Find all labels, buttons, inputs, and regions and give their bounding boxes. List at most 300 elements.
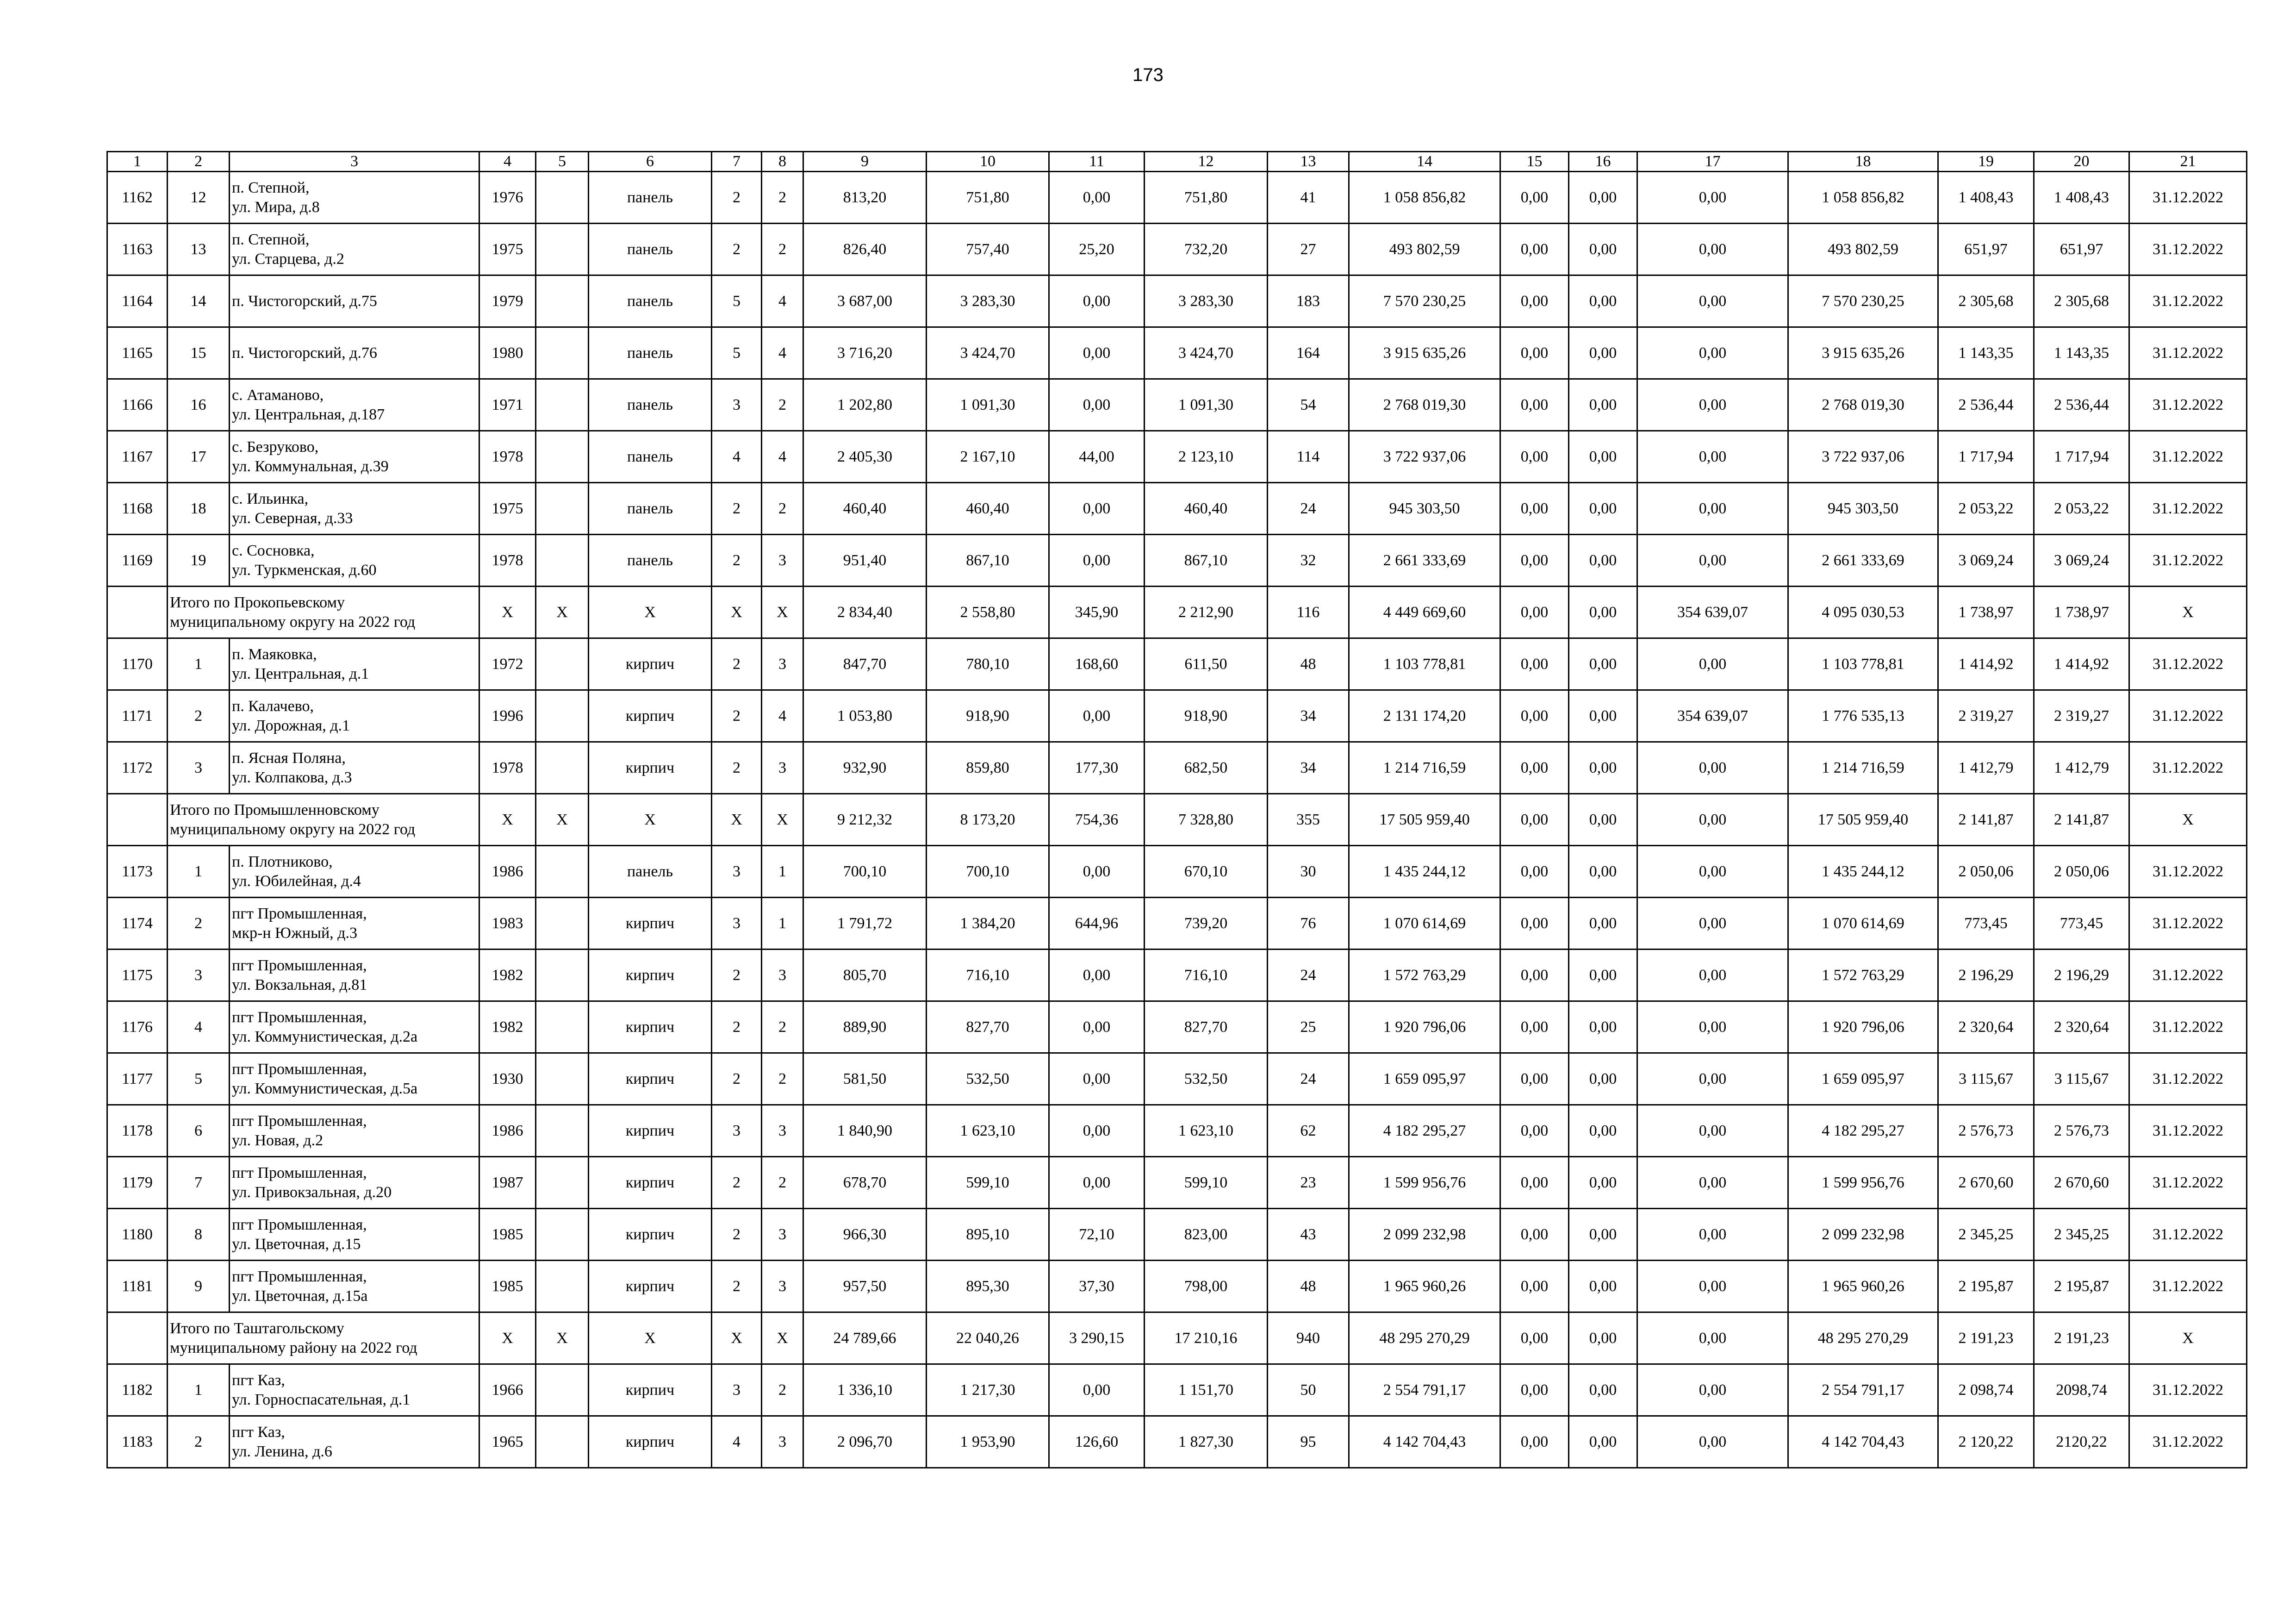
cell-index: 3 (168, 742, 230, 794)
address-line: ул. Туркменская, д.60 (232, 561, 377, 579)
cell-c10: 460,40 (927, 483, 1049, 535)
cell-c15: 0,00 (1500, 690, 1569, 742)
cell-c8: 2 (762, 224, 803, 275)
cell-c18: 945 303,50 (1788, 483, 1938, 535)
cell-c13: 940 (1268, 1312, 1349, 1364)
cell-c16: 0,00 (1569, 587, 1637, 638)
cell-c21: 31.12.2022 (2129, 898, 2247, 949)
table-row (107, 224, 2247, 275)
cell-row-number: 1173 (107, 846, 168, 898)
summary-label-line: муниципальному округу на 2022 год (170, 613, 416, 631)
cell-c17: 0,00 (1637, 742, 1788, 794)
column-number-17: 17 (1637, 152, 1788, 172)
address-line: п. Чистогорский, д.75 (232, 292, 377, 310)
cell-mat: X (589, 1312, 712, 1364)
cell-empty-number (107, 587, 168, 638)
cell-c18: 17 505 959,40 (1788, 794, 1938, 846)
cell-c10: 2 558,80 (927, 587, 1049, 638)
cell-c7: 2 (712, 1209, 762, 1261)
cell-c13: 183 (1268, 275, 1349, 327)
address-line: ул. Цветочная, д.15 (232, 1235, 361, 1253)
cell-mat: кирпич (589, 1001, 712, 1053)
cell-c13: 25 (1268, 1001, 1349, 1053)
address-line: ул. Привокзальная, д.20 (232, 1183, 392, 1201)
table-row (107, 1209, 2247, 1261)
cell-c12: 670,10 (1145, 846, 1268, 898)
address-line: ул. Горноспасательная, д.1 (232, 1391, 411, 1408)
cell-c20: 1 408,43 (2034, 172, 2129, 224)
cell-c8: 1 (762, 898, 803, 949)
cell-c18: 3 915 635,26 (1788, 327, 1938, 379)
cell-c5 (536, 846, 589, 898)
cell-row-number: 1179 (107, 1157, 168, 1209)
cell-c11: 0,00 (1049, 1001, 1145, 1053)
address-line: ул. Коммунальная, д.39 (232, 457, 389, 475)
summary-label (168, 587, 479, 638)
cell-c19: 2 120,22 (1938, 1416, 2034, 1468)
address-line: ул. Коммунистическая, д.5а (232, 1080, 418, 1097)
cell-c20: 2 195,87 (2034, 1261, 2129, 1312)
cell-c18: 1 214 716,59 (1788, 742, 1938, 794)
cell-c10: 859,80 (927, 742, 1049, 794)
cell-c9: 2 096,70 (803, 1416, 927, 1468)
column-number-12: 12 (1145, 152, 1268, 172)
cell-row-number: 1181 (107, 1261, 168, 1312)
cell-c18: 4 095 030,53 (1788, 587, 1938, 638)
cell-c16: 0,00 (1569, 224, 1637, 275)
column-number-18: 18 (1788, 152, 1938, 172)
address-line: ул. Мира, д.8 (232, 198, 320, 216)
cell-c17: 0,00 (1637, 794, 1788, 846)
cell-c21: 31.12.2022 (2129, 1209, 2247, 1261)
cell-c16: 0,00 (1569, 327, 1637, 379)
cell-year: 1978 (479, 742, 536, 794)
cell-index: 15 (168, 327, 230, 379)
cell-address (230, 224, 479, 275)
address-line: ул. Юбилейная, д.4 (232, 872, 361, 890)
address-line: п. Степной, (232, 231, 310, 248)
cell-c20: 2 536,44 (2034, 379, 2129, 431)
cell-c12: 460,40 (1145, 483, 1268, 535)
cell-c8: 3 (762, 638, 803, 690)
cell-c7: 2 (712, 483, 762, 535)
cell-c10: 1 623,10 (927, 1105, 1049, 1157)
cell-year: 1986 (479, 846, 536, 898)
cell-c12: 611,50 (1145, 638, 1268, 690)
cell-c16: 0,00 (1569, 1416, 1637, 1468)
cell-c12: 3 283,30 (1145, 275, 1268, 327)
cell-c17: 0,00 (1637, 1053, 1788, 1105)
cell-year: 1996 (479, 690, 536, 742)
cell-year: 1930 (479, 1053, 536, 1105)
cell-c15: 0,00 (1500, 327, 1569, 379)
cell-c20: 651,97 (2034, 224, 2129, 275)
cell-c20: 773,45 (2034, 898, 2129, 949)
cell-c5 (536, 1053, 589, 1105)
cell-c18: 7 570 230,25 (1788, 275, 1938, 327)
cell-c12: 823,00 (1145, 1209, 1268, 1261)
cell-c20: 1 738,97 (2034, 587, 2129, 638)
cell-c9: 2 405,30 (803, 431, 927, 483)
table-row (107, 1364, 2247, 1416)
cell-c14: 4 142 704,43 (1349, 1416, 1500, 1468)
cell-address (230, 1105, 479, 1157)
cell-c14: 48 295 270,29 (1349, 1312, 1500, 1364)
cell-c18: 1 599 956,76 (1788, 1157, 1938, 1209)
cell-c17: 0,00 (1637, 224, 1788, 275)
cell-c17: 0,00 (1637, 1209, 1788, 1261)
cell-c7: 4 (712, 1416, 762, 1468)
cell-row-number: 1177 (107, 1053, 168, 1105)
cell-c14: 4 182 295,27 (1349, 1105, 1500, 1157)
cell-mat: кирпич (589, 1105, 712, 1157)
cell-c11: 168,60 (1049, 638, 1145, 690)
cell-index: 2 (168, 690, 230, 742)
table-row (107, 431, 2247, 483)
cell-c5 (536, 1157, 589, 1209)
cell-c10: 22 040,26 (927, 1312, 1049, 1364)
cell-c15: 0,00 (1500, 1312, 1569, 1364)
cell-c9: 581,50 (803, 1053, 927, 1105)
cell-c18: 1 920 796,06 (1788, 1001, 1938, 1053)
cell-index: 16 (168, 379, 230, 431)
cell-c14: 1 103 778,81 (1349, 638, 1500, 690)
column-number-6: 6 (589, 152, 712, 172)
column-number-10: 10 (927, 152, 1049, 172)
cell-c18: 493 802,59 (1788, 224, 1938, 275)
summary-label-line: муниципальному району на 2022 год (170, 1339, 417, 1356)
cell-c14: 493 802,59 (1349, 224, 1500, 275)
cell-c12: 599,10 (1145, 1157, 1268, 1209)
cell-c8: 2 (762, 1364, 803, 1416)
address-line: пгт Промышленная, (232, 905, 367, 922)
address-line: п. Калачево, (232, 697, 314, 715)
cell-c7: 2 (712, 949, 762, 1001)
column-number-16: 16 (1569, 152, 1637, 172)
cell-c18: 1 659 095,97 (1788, 1053, 1938, 1105)
cell-c5 (536, 949, 589, 1001)
cell-c16: 0,00 (1569, 794, 1637, 846)
cell-c15: 0,00 (1500, 483, 1569, 535)
cell-c8: 2 (762, 483, 803, 535)
cell-c16: 0,00 (1569, 275, 1637, 327)
cell-c5 (536, 1001, 589, 1053)
cell-year: 1982 (479, 1001, 536, 1053)
table-row (107, 949, 2247, 1001)
cell-c5 (536, 483, 589, 535)
cell-index: 1 (168, 1364, 230, 1416)
table-row (107, 1105, 2247, 1157)
cell-c13: 355 (1268, 794, 1349, 846)
cell-c12: 716,10 (1145, 949, 1268, 1001)
cell-c16: 0,00 (1569, 1001, 1637, 1053)
cell-c19: 2 050,06 (1938, 846, 2034, 898)
cell-year: 1979 (479, 275, 536, 327)
cell-c5: X (536, 587, 589, 638)
cell-c15: 0,00 (1500, 949, 1569, 1001)
cell-c10: 3 283,30 (927, 275, 1049, 327)
table-row (107, 172, 2247, 224)
cell-row-number: 1174 (107, 898, 168, 949)
cell-c5 (536, 1105, 589, 1157)
cell-c11: 0,00 (1049, 1364, 1145, 1416)
cell-c21: 31.12.2022 (2129, 327, 2247, 379)
cell-c12: 2 123,10 (1145, 431, 1268, 483)
cell-row-number: 1170 (107, 638, 168, 690)
cell-c16: 0,00 (1569, 431, 1637, 483)
cell-c18: 2 099 232,98 (1788, 1209, 1938, 1261)
summary-label-line: Итого по Прокопьевскому (170, 593, 345, 611)
cell-mat: кирпич (589, 898, 712, 949)
address-line: ул. Колпакова, д.3 (232, 768, 352, 786)
cell-c20: 2 141,87 (2034, 794, 2129, 846)
address-line: ул. Коммунистическая, д.2а (232, 1028, 418, 1045)
cell-c20: 1 414,92 (2034, 638, 2129, 690)
cell-c14: 1 965 960,26 (1349, 1261, 1500, 1312)
cell-index: 1 (168, 846, 230, 898)
cell-c15: 0,00 (1500, 172, 1569, 224)
cell-c9: 2 834,40 (803, 587, 927, 638)
cell-c8: 2 (762, 1157, 803, 1209)
cell-c14: 7 570 230,25 (1349, 275, 1500, 327)
cell-year: X (479, 587, 536, 638)
cell-c11: 345,90 (1049, 587, 1145, 638)
address-line: с. Безруково, (232, 438, 319, 456)
cell-c21: 31.12.2022 (2129, 535, 2247, 587)
cell-c13: 34 (1268, 742, 1349, 794)
cell-row-number: 1182 (107, 1364, 168, 1416)
table-row (107, 846, 2247, 898)
cell-c20: 2 345,25 (2034, 1209, 2129, 1261)
address-line: п. Маяковка, (232, 645, 317, 663)
cell-c19: 2 345,25 (1938, 1209, 2034, 1261)
cell-c11: 72,10 (1049, 1209, 1145, 1261)
cell-year: X (479, 794, 536, 846)
cell-address (230, 483, 479, 535)
cell-c10: 599,10 (927, 1157, 1049, 1209)
cell-c8: 3 (762, 535, 803, 587)
cell-index: 14 (168, 275, 230, 327)
cell-c5 (536, 898, 589, 949)
cell-c18: 2 768 019,30 (1788, 379, 1938, 431)
cell-mat: кирпич (589, 949, 712, 1001)
address-line: ул. Северная, д.33 (232, 509, 353, 527)
table-row (107, 275, 2247, 327)
cell-c18: 1 572 763,29 (1788, 949, 1938, 1001)
cell-index: 2 (168, 1416, 230, 1468)
cell-c17: 354 639,07 (1637, 690, 1788, 742)
column-number-5: 5 (536, 152, 589, 172)
cell-c21: 31.12.2022 (2129, 224, 2247, 275)
table-row (107, 1416, 2247, 1468)
cell-empty-number (107, 794, 168, 846)
cell-c17: 0,00 (1637, 898, 1788, 949)
cell-year: X (479, 1312, 536, 1364)
cell-c21: 31.12.2022 (2129, 846, 2247, 898)
cell-c18: 1 776 535,13 (1788, 690, 1938, 742)
table-row (107, 690, 2247, 742)
cell-row-number: 1163 (107, 224, 168, 275)
table-row (107, 1001, 2247, 1053)
summary-row (107, 794, 2247, 846)
cell-c15: 0,00 (1500, 275, 1569, 327)
cell-c12: 532,50 (1145, 1053, 1268, 1105)
cell-c16: 0,00 (1569, 1364, 1637, 1416)
cell-c13: 24 (1268, 1053, 1349, 1105)
cell-c9: 805,70 (803, 949, 927, 1001)
cell-c13: 114 (1268, 431, 1349, 483)
cell-index: 2 (168, 898, 230, 949)
cell-c14: 945 303,50 (1349, 483, 1500, 535)
cell-c5 (536, 1416, 589, 1468)
cell-c17: 0,00 (1637, 638, 1788, 690)
address-line: мкр-н Южный, д.3 (232, 924, 357, 942)
cell-index: 12 (168, 172, 230, 224)
cell-c7: 5 (712, 275, 762, 327)
cell-c5 (536, 535, 589, 587)
cell-c12: 751,80 (1145, 172, 1268, 224)
cell-row-number: 1178 (107, 1105, 168, 1157)
address-line: п. Чистогорский, д.76 (232, 344, 377, 362)
cell-c13: 50 (1268, 1364, 1349, 1416)
cell-c9: 1 791,72 (803, 898, 927, 949)
cell-c11: 0,00 (1049, 1157, 1145, 1209)
cell-c15: 0,00 (1500, 1157, 1569, 1209)
cell-c21: 31.12.2022 (2129, 742, 2247, 794)
cell-c15: 0,00 (1500, 638, 1569, 690)
cell-c7: X (712, 1312, 762, 1364)
cell-c20: 2 305,68 (2034, 275, 2129, 327)
cell-c10: 827,70 (927, 1001, 1049, 1053)
address-line: пгт Каз, (232, 1423, 285, 1441)
cell-c10: 867,10 (927, 535, 1049, 587)
cell-c8: 2 (762, 1001, 803, 1053)
cell-c21: 31.12.2022 (2129, 275, 2247, 327)
cell-index: 18 (168, 483, 230, 535)
cell-c11: 0,00 (1049, 327, 1145, 379)
cell-mat: панель (589, 535, 712, 587)
cell-row-number: 1180 (107, 1209, 168, 1261)
cell-address (230, 1416, 479, 1468)
cell-c9: 24 789,66 (803, 1312, 927, 1364)
table-row (107, 1157, 2247, 1209)
address-line: пгт Промышленная, (232, 1268, 367, 1285)
cell-c17: 0,00 (1637, 379, 1788, 431)
cell-c19: 773,45 (1938, 898, 2034, 949)
cell-row-number: 1162 (107, 172, 168, 224)
cell-row-number: 1164 (107, 275, 168, 327)
cell-c7: 3 (712, 379, 762, 431)
cell-c13: 48 (1268, 638, 1349, 690)
column-number-11: 11 (1049, 152, 1145, 172)
cell-c7: 2 (712, 638, 762, 690)
cell-c16: 0,00 (1569, 1105, 1637, 1157)
cell-c21: 31.12.2022 (2129, 690, 2247, 742)
cell-c19: 2 053,22 (1938, 483, 2034, 535)
cell-c19: 2 320,64 (1938, 1001, 2034, 1053)
cell-c11: 0,00 (1049, 379, 1145, 431)
cell-c14: 1 659 095,97 (1349, 1053, 1500, 1105)
cell-row-number: 1167 (107, 431, 168, 483)
address-line: п. Ясная Поляна, (232, 749, 346, 767)
cell-c8: 4 (762, 690, 803, 742)
cell-c7: 2 (712, 1001, 762, 1053)
cell-year: 1987 (479, 1157, 536, 1209)
cell-c7: 2 (712, 172, 762, 224)
cell-c13: 23 (1268, 1157, 1349, 1209)
cell-c21: 31.12.2022 (2129, 172, 2247, 224)
cell-c10: 2 167,10 (927, 431, 1049, 483)
cell-c18: 1 435 244,12 (1788, 846, 1938, 898)
address-line: с. Ильинка, (232, 490, 309, 507)
cell-address (230, 638, 479, 690)
cell-address (230, 379, 479, 431)
table-row (107, 483, 2247, 535)
summary-label (168, 1312, 479, 1364)
cell-c17: 354 639,07 (1637, 587, 1788, 638)
cell-c8: X (762, 587, 803, 638)
cell-c9: 1 336,10 (803, 1364, 927, 1416)
cell-c5 (536, 690, 589, 742)
cell-c21: 31.12.2022 (2129, 1261, 2247, 1312)
address-line: ул. Вокзальная, д.81 (232, 976, 367, 993)
cell-row-number: 1176 (107, 1001, 168, 1053)
column-number-3: 3 (230, 152, 479, 172)
cell-c8: 3 (762, 1261, 803, 1312)
cell-c20: 2 319,27 (2034, 690, 2129, 742)
cell-mat: кирпич (589, 638, 712, 690)
cell-mat: панель (589, 379, 712, 431)
cell-c17: 0,00 (1637, 172, 1788, 224)
address-line: ул. Новая, д.2 (232, 1131, 324, 1149)
cell-c16: 0,00 (1569, 1312, 1637, 1364)
cell-c14: 1 070 614,69 (1349, 898, 1500, 949)
cell-c8: 4 (762, 275, 803, 327)
cell-c13: 48 (1268, 1261, 1349, 1312)
cell-c9: 3 687,00 (803, 275, 927, 327)
cell-c9: 1 840,90 (803, 1105, 927, 1157)
cell-c8: 3 (762, 1416, 803, 1468)
cell-c20: 2 050,06 (2034, 846, 2129, 898)
cell-c5 (536, 379, 589, 431)
cell-c17: 0,00 (1637, 431, 1788, 483)
cell-c19: 2 319,27 (1938, 690, 2034, 742)
cell-address (230, 431, 479, 483)
cell-index: 5 (168, 1053, 230, 1105)
cell-c15: 0,00 (1500, 224, 1569, 275)
cell-address (230, 1157, 479, 1209)
address-line: п. Степной, (232, 179, 310, 196)
address-line: ул. Старцева, д.2 (232, 250, 344, 268)
cell-c13: 32 (1268, 535, 1349, 587)
cell-mat: кирпич (589, 1364, 712, 1416)
address-line: ул. Центральная, д.1 (232, 665, 369, 682)
cell-index: 3 (168, 949, 230, 1001)
cell-c7: 2 (712, 1261, 762, 1312)
cell-c16: 0,00 (1569, 638, 1637, 690)
cell-c7: 2 (712, 742, 762, 794)
summary-label-line: Итого по Промышленновскому (170, 801, 380, 818)
cell-c17: 0,00 (1637, 327, 1788, 379)
cell-c11: 754,36 (1049, 794, 1145, 846)
cell-c14: 2 768 019,30 (1349, 379, 1500, 431)
cell-c13: 164 (1268, 327, 1349, 379)
cell-c17: 0,00 (1637, 1416, 1788, 1468)
cell-year: 1986 (479, 1105, 536, 1157)
cell-mat: X (589, 587, 712, 638)
cell-c18: 2 554 791,17 (1788, 1364, 1938, 1416)
cell-c13: 95 (1268, 1416, 1349, 1468)
